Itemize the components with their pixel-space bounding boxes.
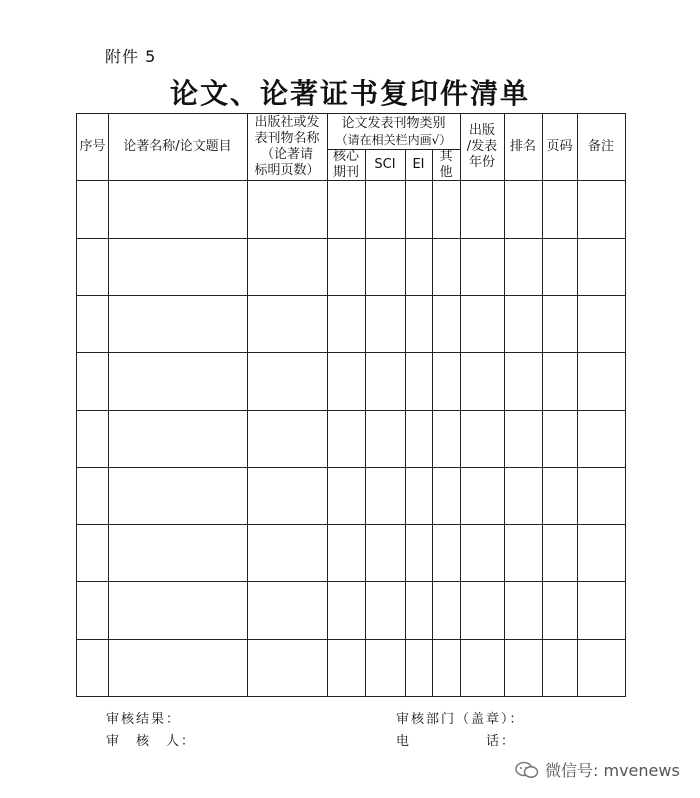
col-header-remarks: 备注 (587, 139, 614, 154)
col-header-sci: SCI (374, 156, 396, 172)
col-header-no: 序号 (79, 139, 106, 154)
col-header-ei: EI (412, 156, 425, 172)
table-row-line (77, 410, 625, 411)
col-header-name: 论著名称/论文题目 (123, 139, 232, 154)
table-row-line (77, 524, 625, 525)
phone-label-a: 电 (396, 734, 412, 749)
col-header-other: 其 他 (439, 148, 453, 180)
table-col-line (432, 149, 433, 696)
table-col-line (108, 114, 109, 696)
watermark (515, 758, 680, 781)
phone-label-b: 话： (486, 734, 517, 749)
table-row-line (77, 238, 625, 239)
table-row-line (77, 639, 625, 640)
attachment-label: 附件 5 (105, 47, 157, 66)
col-header-publisher: 出版社或发 表刊物名称 （论著请 标明页数） (254, 115, 320, 178)
list-table (76, 113, 626, 697)
col-header-year: 出版 /发表 年份 (466, 123, 498, 170)
col-header-pages: 页码 (546, 139, 573, 154)
watermark-text: 微信号: mvenews (545, 761, 680, 780)
page-title: 论文、论著证书复印件清单 (169, 77, 530, 110)
table-col-line (542, 114, 543, 696)
table-col-line (504, 114, 505, 696)
table-row-line (77, 295, 625, 296)
col-header-rank: 排名 (509, 139, 536, 154)
table-col-line (405, 149, 406, 696)
table-col-line (460, 114, 461, 696)
review-dept-label: 审核部门（盖章）： (396, 712, 525, 727)
reviewer-label: 审 核 人： (106, 734, 197, 749)
wechat-icon (515, 761, 539, 779)
table-row-line (77, 467, 625, 468)
table-row-line (77, 352, 625, 353)
table-col-line (577, 114, 578, 696)
table-row-line (77, 581, 625, 582)
table-col-line (365, 149, 366, 696)
col-header-category: 论文发表刊物类别 （请在相关栏内画√） (335, 115, 452, 147)
table-col-line (247, 114, 248, 696)
col-header-core-journal: 核心 期刊 (332, 148, 359, 180)
table-col-line (327, 114, 328, 696)
review-result-label: 审核结果： (106, 712, 182, 727)
